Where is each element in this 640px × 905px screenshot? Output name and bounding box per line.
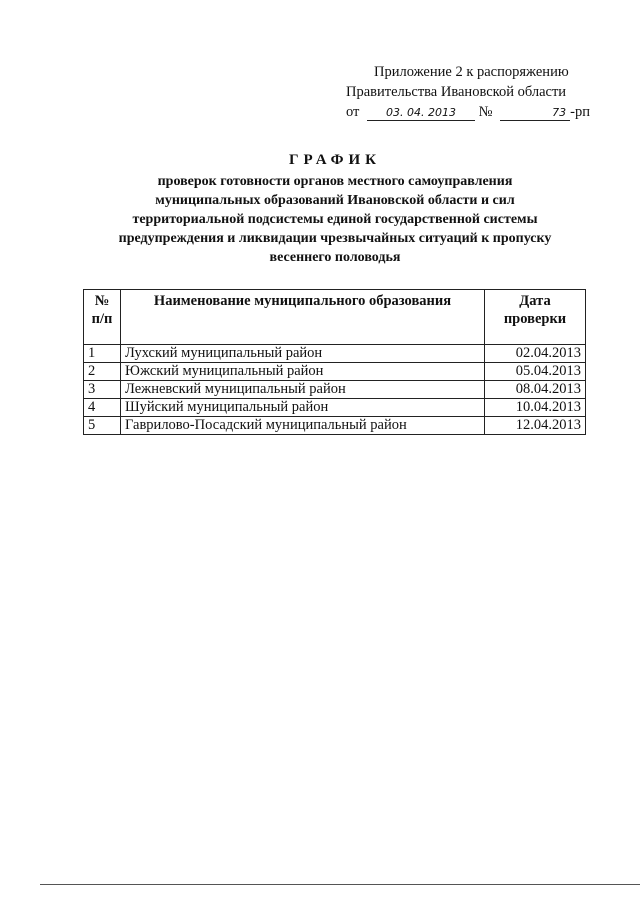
row-number: 5 [84, 417, 121, 435]
row-name: Лухский муниципальный район [121, 345, 485, 363]
row-number: 4 [84, 399, 121, 417]
table-row [84, 345, 586, 363]
header-name: Наименование муниципального образования [121, 290, 485, 345]
table-row [84, 363, 586, 381]
row-number: 1 [84, 345, 121, 363]
row-name: Южский муниципальный район [121, 363, 485, 381]
header-date [485, 290, 586, 345]
appendix-line-1: Приложение 2 к распоряжению [374, 64, 569, 80]
inspection-schedule-table [83, 289, 586, 435]
document-title: ГРАФИК [288, 152, 382, 168]
row-date: 12.04.2013 [485, 417, 586, 435]
row-number: 2 [84, 363, 121, 381]
table-row [84, 417, 586, 435]
header-number-line2: п/п [91, 311, 113, 327]
row-number: 3 [84, 381, 121, 399]
row-name: Гаврилово-Посадский муниципальный район [121, 417, 485, 435]
row-name: Лежневский муниципальный район [121, 381, 485, 399]
subtitle-line: проверок готовности органов местного самоуправления [157, 174, 513, 189]
subtitle-line: муниципальных образований Ивановской области и сил [155, 193, 515, 208]
appendix-date-number-line [346, 102, 596, 122]
from-label: от [346, 104, 360, 120]
header-date-line1: Дата [519, 293, 551, 309]
subtitle-line: предупреждения и ликвидации чрезвычайных ситуаций к пропуску [118, 231, 552, 246]
appendix-line-2: Правительства Ивановской области [346, 84, 567, 100]
appendix-header [346, 62, 596, 122]
subtitle-line: территориальной подсистемы единой государственной системы [132, 212, 538, 227]
header-date-line2: проверки [503, 311, 567, 327]
subtitle-line: весеннего половодья [269, 250, 401, 265]
document-date: 03. 04. 2013 [367, 106, 475, 121]
number-suffix: -рп [570, 104, 590, 120]
title-block [100, 150, 570, 267]
number-label: № [478, 104, 493, 120]
table-header-row [84, 290, 586, 345]
row-date: 08.04.2013 [485, 381, 586, 399]
row-name: Шуйский муниципальный район [121, 399, 485, 417]
row-date: 10.04.2013 [485, 399, 586, 417]
table-row [84, 381, 586, 399]
row-date: 02.04.2013 [485, 345, 586, 363]
header-number-line1: № [94, 293, 110, 309]
document-number: 73 [500, 106, 570, 121]
bottom-divider [40, 884, 640, 885]
header-number [84, 290, 121, 345]
table-row [84, 399, 586, 417]
row-date: 05.04.2013 [485, 363, 586, 381]
